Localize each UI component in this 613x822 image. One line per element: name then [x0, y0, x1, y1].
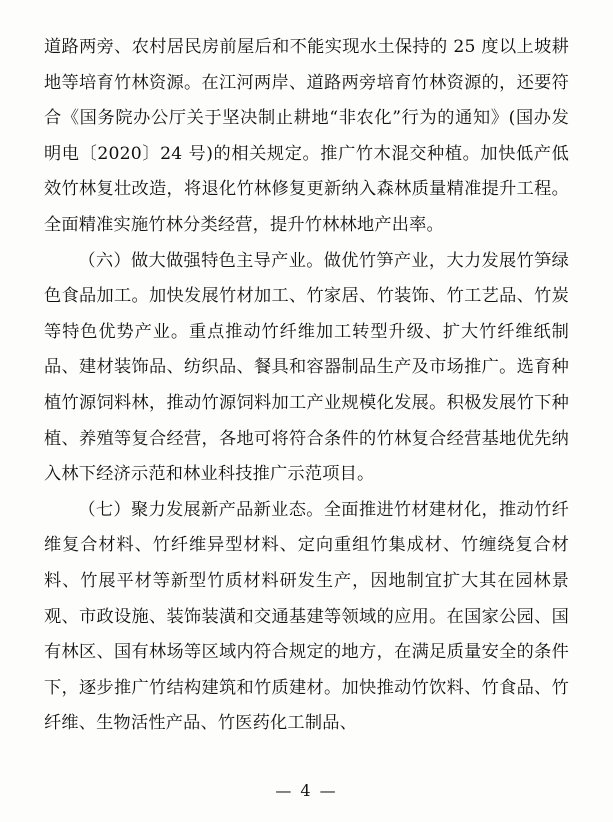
paragraph-continued: 道路两旁、农村居民房前屋后和不能实现水土保持的 25 度以上坡耕地等培育竹林资源。在江河两岸、道路两旁培育竹林资源的，还要符合《国务院办公厅关于坚决制止耕地“非农化”行为的通知》(国办发明电〔2020〕24 号)的相关规定。推广竹木混交种植。加快低产低效竹林复壮改造，将退化竹林修复更新纳入森林质量精准提升工程。全面精准实施竹林分类经营，提升竹林林地产出率。 [44, 37, 569, 235]
paragraph-section-seven: （七）聚力发展新产品新业态。全面推进竹材建材化，推动竹纤维复合材料、竹纤维异型材料、定向重组竹集成材、竹缠绕复合材料、竹展平材等新型竹质材料研发生产，因地制宜扩大其在园林景观、市政设施、装饰装潢和交通基建等领域的应用。在国家公园、国有林区、国有林场等区域内符合规定的地方，在满足质量安全的条件下，逐步推广竹结构建筑和竹质建材。加快推动竹饮料、竹食品、竹纤维、生物活性产品、竹医药化工制品、 [44, 499, 569, 734]
paragraph-section-six: （六）做大做强特色主导产业。做优竹笋产业，大力发展竹笋绿色食品加工。加快发展竹材加工、竹家居、竹装饰、竹工艺品、竹炭等特色优势产业。重点推动竹纤维加工转型升级、扩大竹纤维纸制品、建材装饰品、纺织品、餐具和容器制品生产及市场推广。选育种植竹源饲料林，推动竹源饲料加工产业规模化发展。积极发展竹下种植、养殖等复合经营，各地可将符合条件的竹林复合经营基地优先纳入林下经济示范和林业科技推广示范项目。 [44, 250, 569, 485]
page-number: — 4 — [275, 781, 338, 800]
page-body [44, 30, 569, 742]
